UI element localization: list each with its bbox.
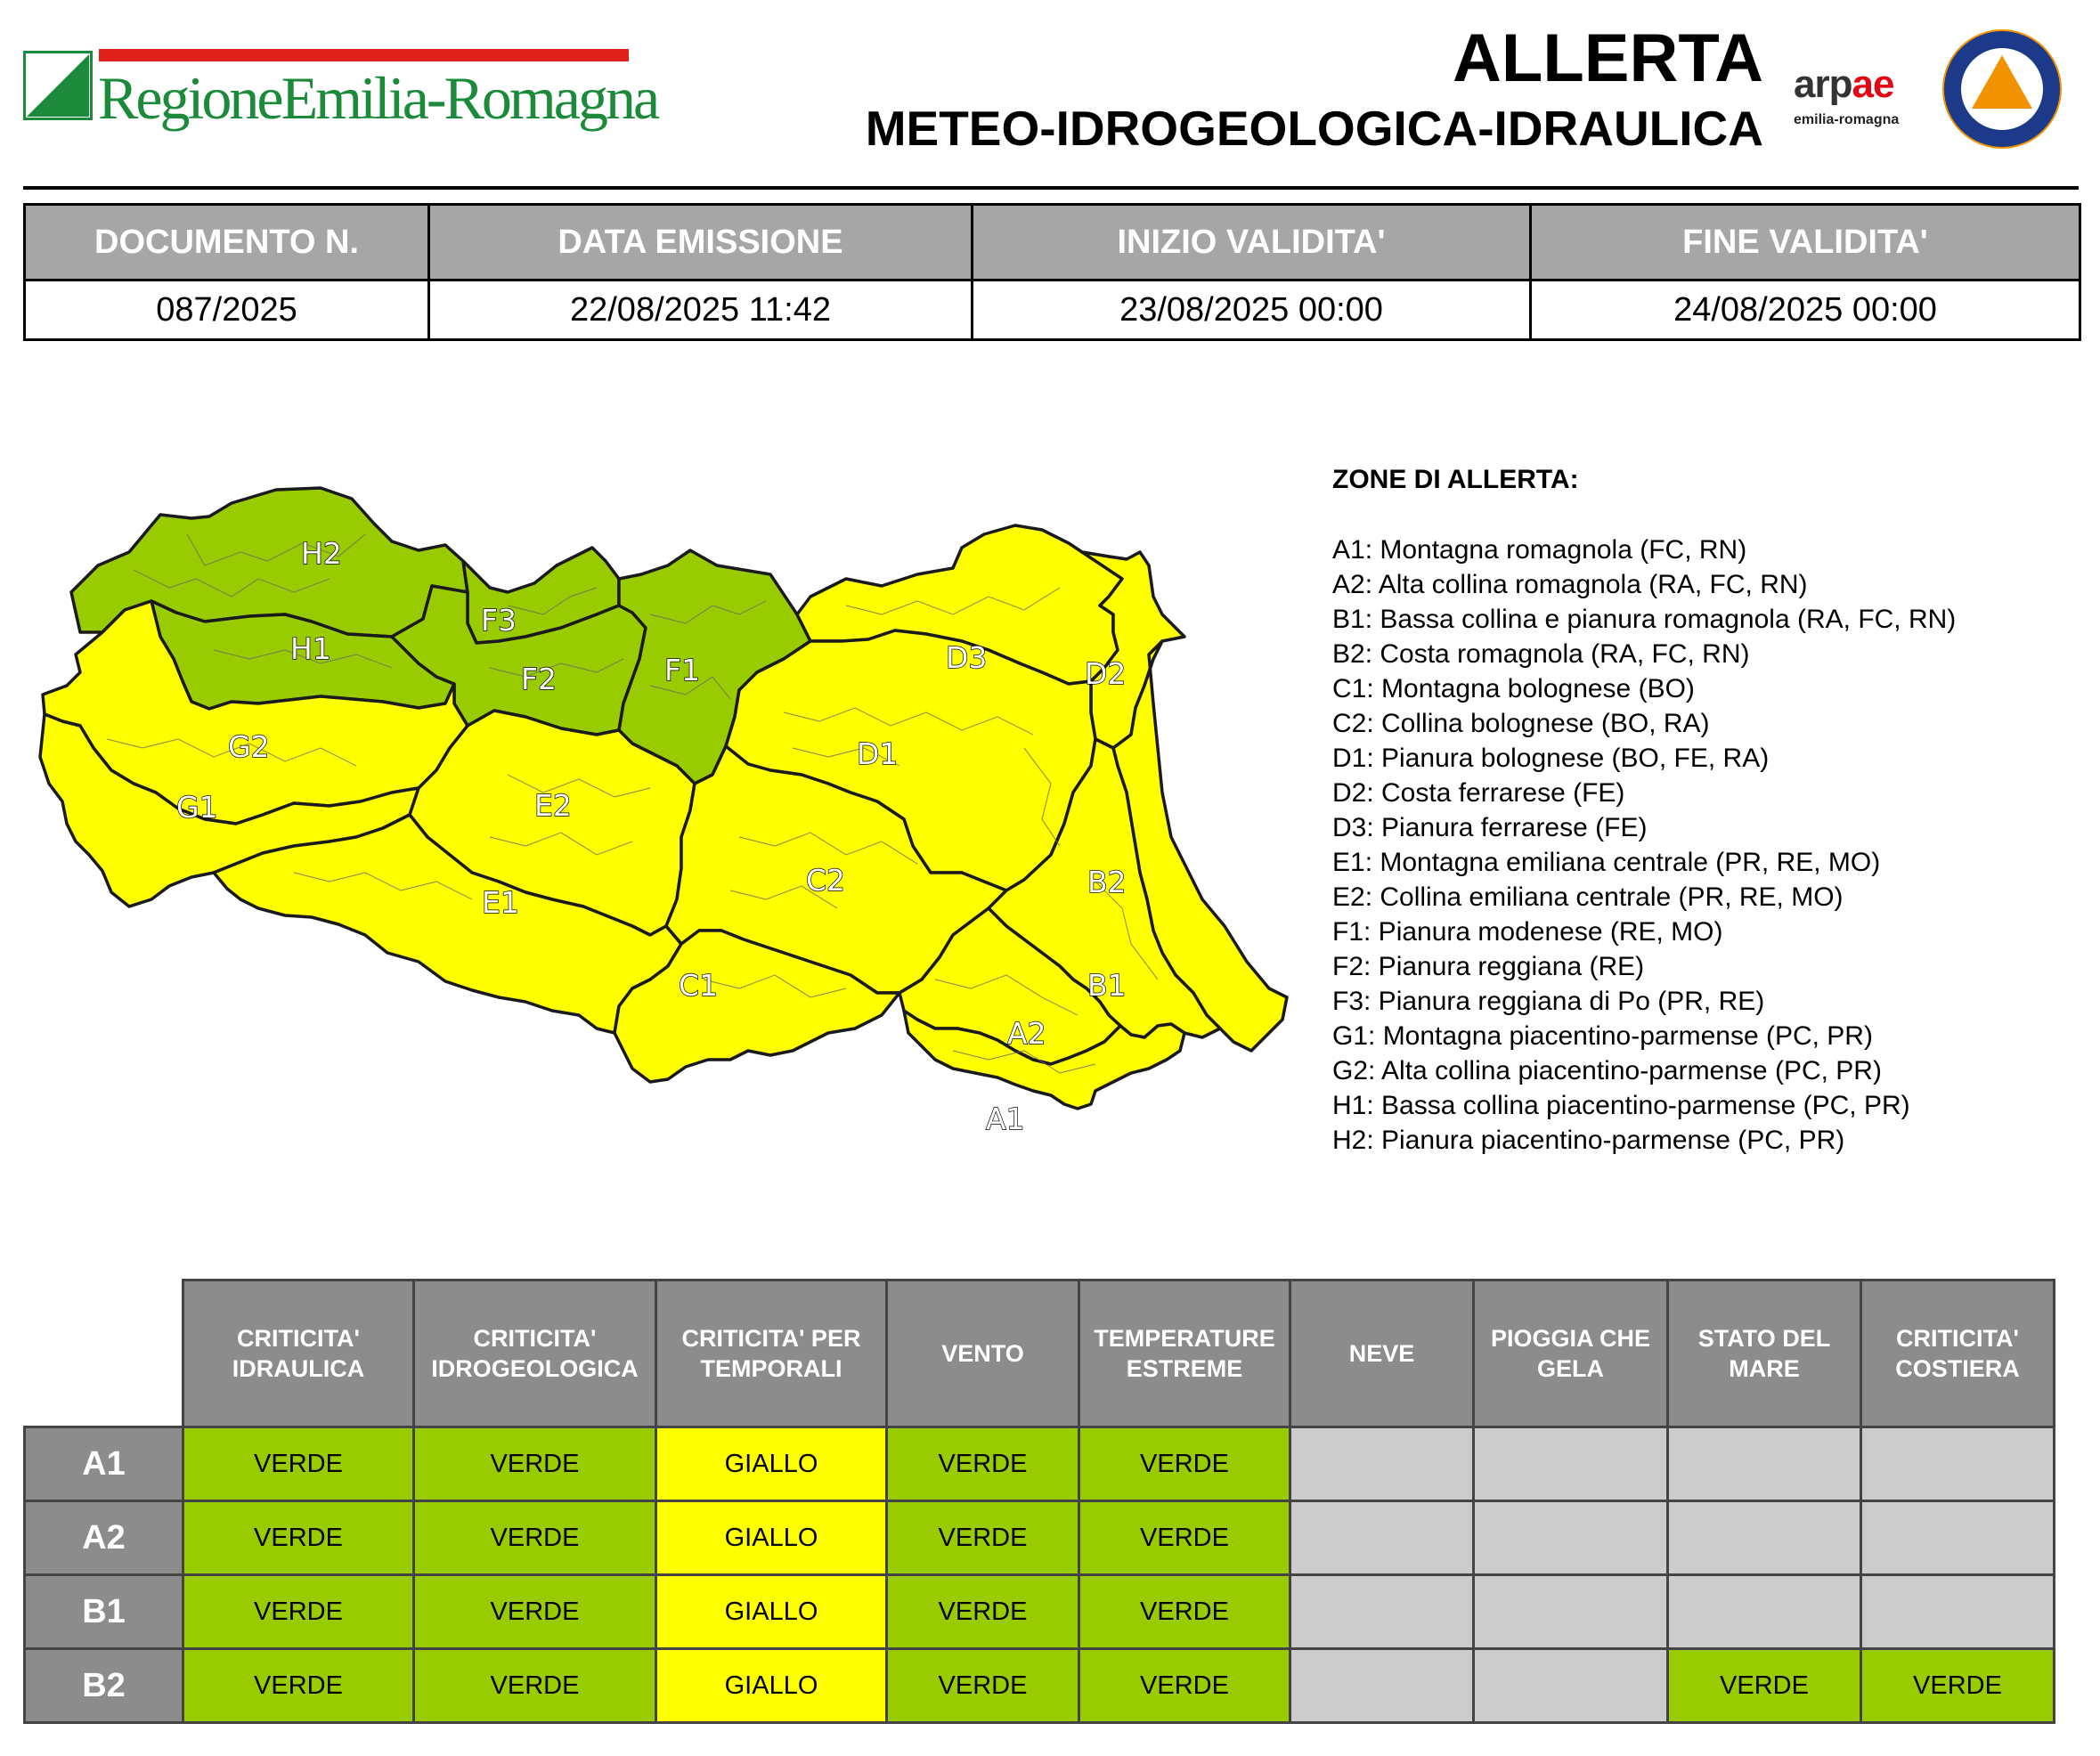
map-label-c2: C2 bbox=[806, 863, 846, 898]
legend-item: F1: Pianura modenese (RE, MO) bbox=[1332, 917, 1723, 947]
legend-item: G2: Alta collina piacentino-parmense (PC, PR) bbox=[1332, 1056, 1882, 1085]
map-label-a2: A2 bbox=[1007, 1016, 1046, 1051]
alert-cell: VERDE bbox=[887, 1501, 1079, 1575]
legend-item: C1: Montagna bolognese (BO) bbox=[1332, 674, 1695, 703]
alert-cell bbox=[1290, 1575, 1474, 1649]
alert-cell bbox=[1861, 1501, 2055, 1575]
table-row bbox=[25, 1501, 2055, 1575]
alert-cell: VERDE bbox=[1079, 1501, 1290, 1575]
alert-cell: VERDE bbox=[1079, 1649, 1290, 1723]
alert-cell: VERDE bbox=[414, 1649, 656, 1723]
table-corner bbox=[25, 1280, 183, 1427]
alert-cell bbox=[1861, 1575, 2055, 1649]
alert-cell bbox=[1290, 1427, 1474, 1501]
validity-end-header: FINE VALIDITA' bbox=[1531, 205, 2080, 280]
regione-logo-text: RegioneEmilia-Romagna bbox=[98, 64, 658, 132]
map-label-a1: A1 bbox=[986, 1102, 1025, 1136]
legend-item: D2: Costa ferrarese (FE) bbox=[1332, 778, 1625, 808]
map-label-f1: F1 bbox=[664, 653, 700, 687]
alert-cell: VERDE bbox=[414, 1575, 656, 1649]
validity-start-header: INIZIO VALIDITA' bbox=[973, 205, 1531, 280]
zone-legend bbox=[1332, 465, 2080, 1158]
col-header-stato-del-mare: STATO DEL MARE bbox=[1668, 1280, 1861, 1427]
alert-cell: VERDE bbox=[183, 1427, 414, 1501]
col-header-temperature-estreme: TEMPERATURE ESTREME bbox=[1079, 1280, 1290, 1427]
issue-date-header: DATA EMISSIONE bbox=[429, 205, 973, 280]
map-label-b1: B1 bbox=[1087, 968, 1127, 1003]
legend-item: F3: Pianura reggiana di Po (PR, RE) bbox=[1332, 987, 1765, 1016]
table-row bbox=[25, 1575, 2055, 1649]
alert-cell: GIALLO bbox=[656, 1649, 887, 1723]
alert-cell bbox=[1290, 1501, 1474, 1575]
alert-table-header-row bbox=[25, 1280, 2055, 1427]
map-label-h2: H2 bbox=[301, 536, 342, 571]
page-subtitle: METEO-IDROGEOLOGICA-IDRAULICA bbox=[865, 101, 1763, 156]
legend-item: D1: Pianura bolognese (BO, FE, RA) bbox=[1332, 744, 1770, 773]
alert-cell: VERDE bbox=[887, 1649, 1079, 1723]
map-label-f3: F3 bbox=[481, 603, 517, 638]
arpae-logo-subtitle: emilia-romagna bbox=[1794, 112, 1900, 127]
zone-cell: A2 bbox=[25, 1501, 183, 1575]
zone-cell: B1 bbox=[25, 1575, 183, 1649]
map-label-d2: D2 bbox=[1085, 656, 1127, 691]
legend-item: C2: Collina bolognese (BO, RA) bbox=[1332, 709, 1710, 738]
validity-end: 24/08/2025 00:00 bbox=[1531, 280, 2080, 340]
col-header-criticita-idrogeologica: CRITICITA' IDROGEOLOGICA bbox=[414, 1280, 656, 1427]
map-label-d1: D1 bbox=[857, 736, 899, 771]
protezione-civile-logo bbox=[1940, 27, 2064, 151]
document-info-table bbox=[23, 203, 2081, 341]
alert-cell: VERDE bbox=[1668, 1649, 1861, 1723]
alert-cell: VERDE bbox=[887, 1575, 1079, 1649]
header-divider bbox=[23, 186, 2079, 190]
page-title: ALLERTA bbox=[1453, 20, 1763, 96]
zone-cell: A1 bbox=[25, 1427, 183, 1501]
legend-item: A2: Alta collina romagnola (RA, FC, RN) bbox=[1332, 570, 1808, 599]
legend-item: E2: Collina emiliana centrale (PR, RE, MO) bbox=[1332, 882, 1844, 912]
map-label-d3: D3 bbox=[946, 640, 988, 675]
alert-cell: GIALLO bbox=[656, 1501, 887, 1575]
alert-cell bbox=[1474, 1427, 1668, 1501]
alert-cell: GIALLO bbox=[656, 1427, 887, 1501]
alert-cell bbox=[1668, 1501, 1861, 1575]
alert-cell: VERDE bbox=[414, 1501, 656, 1575]
legend-item: E1: Montagna emiliana centrale (PR, RE, MO) bbox=[1332, 848, 1881, 877]
col-header-criticita-temporali: CRITICITA' PER TEMPORALI bbox=[656, 1280, 887, 1427]
alert-cell: VERDE bbox=[1079, 1427, 1290, 1501]
map-label-g2: G2 bbox=[228, 729, 270, 764]
arpae-logo-word: arpae bbox=[1794, 62, 1894, 106]
legend-item: G1: Montagna piacentino-parmense (PC, PR) bbox=[1332, 1021, 1873, 1051]
issue-date: 22/08/2025 11:42 bbox=[429, 280, 973, 340]
alert-cell bbox=[1474, 1649, 1668, 1723]
alert-cell: GIALLO bbox=[656, 1575, 887, 1649]
col-header-neve: NEVE bbox=[1290, 1280, 1474, 1427]
table-row bbox=[25, 1649, 2055, 1723]
legend-item: H2: Pianura piacentino-parmense (PC, PR) bbox=[1332, 1126, 1845, 1155]
alert-cell: VERDE bbox=[183, 1501, 414, 1575]
alert-cell bbox=[1290, 1649, 1474, 1723]
map-label-e1: E1 bbox=[482, 885, 519, 920]
map-label-g1: G1 bbox=[176, 790, 218, 825]
map-label-c1: C1 bbox=[679, 968, 719, 1003]
legend-item: H1: Bassa collina piacentino-parmense (PC, PR) bbox=[1332, 1091, 1910, 1120]
legend-item: F2: Pianura reggiana (RE) bbox=[1332, 952, 1645, 981]
legend-title: ZONE DI ALLERTA: bbox=[1332, 465, 1579, 494]
document-number-header: DOCUMENTO N. bbox=[25, 205, 429, 280]
alert-cell: VERDE bbox=[183, 1649, 414, 1723]
alert-cell: VERDE bbox=[414, 1427, 656, 1501]
table-row bbox=[25, 1427, 2055, 1501]
regione-emilia-romagna-logo bbox=[23, 49, 658, 138]
alert-zones-map bbox=[27, 481, 1300, 1193]
alert-cell: VERDE bbox=[1079, 1575, 1290, 1649]
document-number: 087/2025 bbox=[25, 280, 429, 340]
alert-cell: VERDE bbox=[1861, 1649, 2055, 1723]
col-header-criticita-costiera: CRITICITA' COSTIERA bbox=[1861, 1280, 2055, 1427]
alert-cell bbox=[1474, 1575, 1668, 1649]
legend-item: A1: Montagna romagnola (FC, RN) bbox=[1332, 535, 1747, 565]
legend-item: B1: Bassa collina e pianura romagnola (RA, FC, RN) bbox=[1332, 605, 1957, 634]
alert-cell: VERDE bbox=[183, 1575, 414, 1649]
validity-start: 23/08/2025 00:00 bbox=[973, 280, 1531, 340]
alert-levels-table bbox=[23, 1279, 2055, 1724]
alert-cell bbox=[1474, 1501, 1668, 1575]
alert-cell bbox=[1668, 1575, 1861, 1649]
logo-red-bar bbox=[99, 49, 629, 61]
alert-cell bbox=[1668, 1427, 1861, 1501]
map-label-h1: H1 bbox=[290, 631, 331, 666]
regione-logo-mark bbox=[23, 51, 93, 120]
col-header-criticita-idraulica: CRITICITA' IDRAULICA bbox=[183, 1280, 414, 1427]
zone-cell: B2 bbox=[25, 1649, 183, 1723]
col-header-pioggia-che-gela: PIOGGIA CHE GELA bbox=[1474, 1280, 1668, 1427]
col-header-vento: VENTO bbox=[887, 1280, 1079, 1427]
legend-item: B2: Costa romagnola (RA, FC, RN) bbox=[1332, 639, 1750, 669]
map-label-f2: F2 bbox=[521, 662, 557, 696]
map-label-e2: E2 bbox=[534, 788, 572, 823]
arpae-logo bbox=[1788, 62, 1922, 134]
alert-cell: VERDE bbox=[887, 1427, 1079, 1501]
map-label-b2: B2 bbox=[1087, 865, 1127, 899]
legend-item: D3: Pianura ferrarese (FE) bbox=[1332, 813, 1648, 842]
alert-cell bbox=[1861, 1427, 2055, 1501]
